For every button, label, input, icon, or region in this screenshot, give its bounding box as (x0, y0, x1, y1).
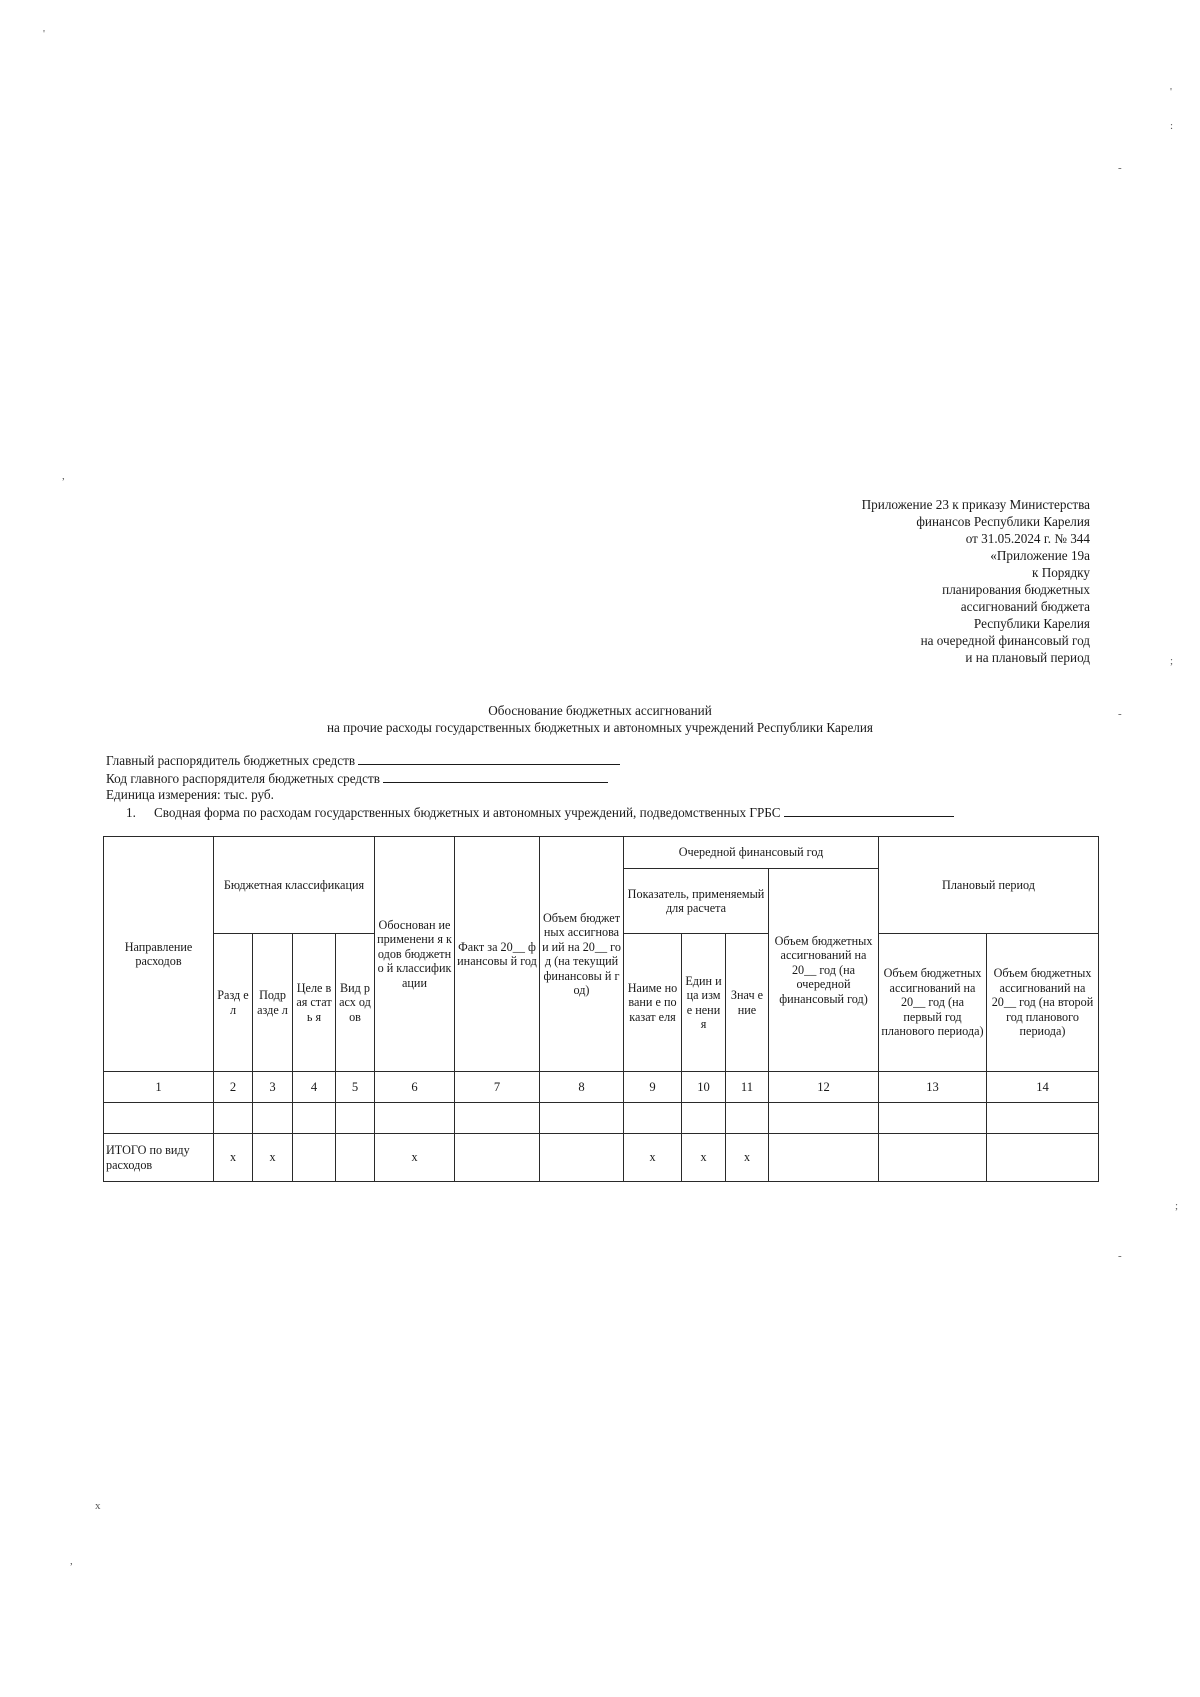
header-planning-period: Плановый период (879, 837, 1099, 934)
table-cell[interactable] (540, 1103, 624, 1134)
table-cell[interactable] (624, 1103, 682, 1134)
header-next-year-volume: Объем бюджетных ассигнований на 20__ год (на очередной финансовый год) (769, 869, 879, 1072)
total-cell[interactable] (879, 1134, 987, 1182)
column-number: 12 (769, 1072, 879, 1103)
total-cell[interactable] (769, 1134, 879, 1182)
header-target-article: Целе вая стать я (293, 934, 336, 1072)
column-number: 7 (455, 1072, 540, 1103)
main-manager-code-row (106, 770, 1106, 788)
total-cell: x (682, 1134, 726, 1182)
total-cell[interactable] (987, 1134, 1099, 1182)
column-number: 9 (624, 1072, 682, 1103)
appendix-line: на очередной финансовый год (920, 633, 1090, 648)
appendix-line: ассигнований бюджета (960, 599, 1090, 614)
main-manager-row (106, 752, 1106, 770)
document-title (100, 702, 1100, 736)
total-cell: x (253, 1134, 293, 1182)
section-heading (106, 804, 1106, 822)
form-header (106, 752, 1106, 821)
appendix-block (780, 496, 1090, 666)
main-manager-code-field[interactable] (383, 770, 608, 783)
table-cell[interactable] (104, 1103, 214, 1134)
column-number: 14 (987, 1072, 1099, 1103)
total-cell[interactable] (293, 1134, 336, 1182)
main-manager-label: Главный распорядитель бюджетных средств (106, 753, 356, 768)
header-indicator-value: Знач ение (726, 934, 769, 1072)
header-row-1 (104, 837, 1099, 869)
title-line-1: Обоснование бюджетных ассигнований (488, 703, 712, 718)
grbs-field[interactable] (784, 804, 954, 817)
title-line-2: на прочие расходы государственных бюджетных и автономных учреждений Республики Карелия (326, 720, 874, 735)
total-label: ИТОГО по виду расходов (104, 1134, 214, 1182)
header-expense-type: Вид расх одов (336, 934, 375, 1072)
appendix-line: планирования бюджетных (942, 582, 1090, 597)
total-row (104, 1134, 1099, 1182)
appendix-line: к Порядку (1031, 565, 1090, 580)
table-cell[interactable] (455, 1103, 540, 1134)
scan-speck: - (1118, 162, 1122, 174)
column-number: 11 (726, 1072, 769, 1103)
column-number: 5 (336, 1072, 375, 1103)
appendix-line: и на плановый период (965, 650, 1090, 665)
appendix-line: «Приложение 19а (990, 548, 1090, 563)
header-section: Разд ел (214, 934, 253, 1072)
header-budget-classification: Бюджетная классификация (214, 837, 375, 934)
header-indicator-unit: Един ица изме нения (682, 934, 726, 1072)
scan-speck: : (1170, 120, 1174, 132)
appendix-line: от 31.05.2024 г. № 344 (965, 531, 1090, 546)
column-number-row (104, 1072, 1099, 1103)
table-cell[interactable] (214, 1103, 253, 1134)
header-direction: Направление расходов (104, 837, 214, 1072)
scan-speck: x (95, 1500, 101, 1512)
header-plan-year-2: Объем бюджетных ассигнований на 20__ год (на второй год планового периода) (987, 934, 1099, 1072)
column-number: 1 (104, 1072, 214, 1103)
column-number: 2 (214, 1072, 253, 1103)
unit-label: Единица измерения: тыс. руб. (106, 787, 274, 802)
scan-speck: - (1118, 1250, 1122, 1262)
total-cell: x (624, 1134, 682, 1182)
header-justification: Обоснован ие применени я кодов бюджетно й классифик ации (375, 837, 455, 1072)
header-indicator-name: Наиме новани е показат еля (624, 934, 682, 1072)
column-number: 6 (375, 1072, 455, 1103)
scan-speck: ; (1175, 1200, 1179, 1212)
table-cell[interactable] (682, 1103, 726, 1134)
column-number: 4 (293, 1072, 336, 1103)
table-cell[interactable] (769, 1103, 879, 1134)
table-row (104, 1103, 1099, 1134)
scan-speck: ' (1170, 86, 1172, 98)
scan-speck: ' (43, 28, 45, 40)
total-cell: x (375, 1134, 455, 1182)
table-cell[interactable] (375, 1103, 455, 1134)
header-indicator: Показатель, применяемый для расчета (624, 869, 769, 934)
header-current-year-volume: Объем бюджетных ассигноваи ий на 20__ год (на текущий финансовы й год) (540, 837, 624, 1072)
main-manager-field[interactable] (358, 752, 620, 765)
total-cell[interactable] (336, 1134, 375, 1182)
table-cell[interactable] (253, 1103, 293, 1134)
appendix-line: Приложение 23 к приказу Министерства (861, 497, 1090, 512)
section-title: Сводная форма по расходам государственных бюджетных и автономных учреждений, подведомственных ГРБС (154, 804, 781, 820)
column-number: 13 (879, 1072, 987, 1103)
scan-speck: ; (1170, 655, 1174, 667)
total-cell[interactable] (455, 1134, 540, 1182)
table-cell[interactable] (336, 1103, 375, 1134)
header-next-financial-year: Очередной финансовый год (624, 837, 879, 869)
table-cell[interactable] (987, 1103, 1099, 1134)
scan-speck: - (1118, 708, 1122, 720)
appendix-line: финансов Республики Карелия (916, 514, 1090, 529)
section-number: 1. (126, 804, 136, 820)
column-number: 8 (540, 1072, 624, 1103)
table-cell[interactable] (879, 1103, 987, 1134)
header-subsection: Подр азде л (253, 934, 293, 1072)
column-number: 10 (682, 1072, 726, 1103)
column-number: 3 (253, 1072, 293, 1103)
total-cell[interactable] (540, 1134, 624, 1182)
header-plan-year-1: Объем бюджетных ассигнований на 20__ год (на первый год планового периода) (879, 934, 987, 1072)
scan-speck: , (70, 1555, 73, 1567)
total-cell: x (726, 1134, 769, 1182)
scan-speck: , (62, 470, 65, 482)
appendix-line: Республики Карелия (973, 616, 1090, 631)
table-cell[interactable] (293, 1103, 336, 1134)
header-fact: Факт за 20__ финансовы й год (455, 837, 540, 1072)
total-cell: x (214, 1134, 253, 1182)
expenses-table (103, 836, 1099, 1182)
main-manager-code-label: Код главного распорядителя бюджетных средств (106, 770, 380, 786)
table-cell[interactable] (726, 1103, 769, 1134)
